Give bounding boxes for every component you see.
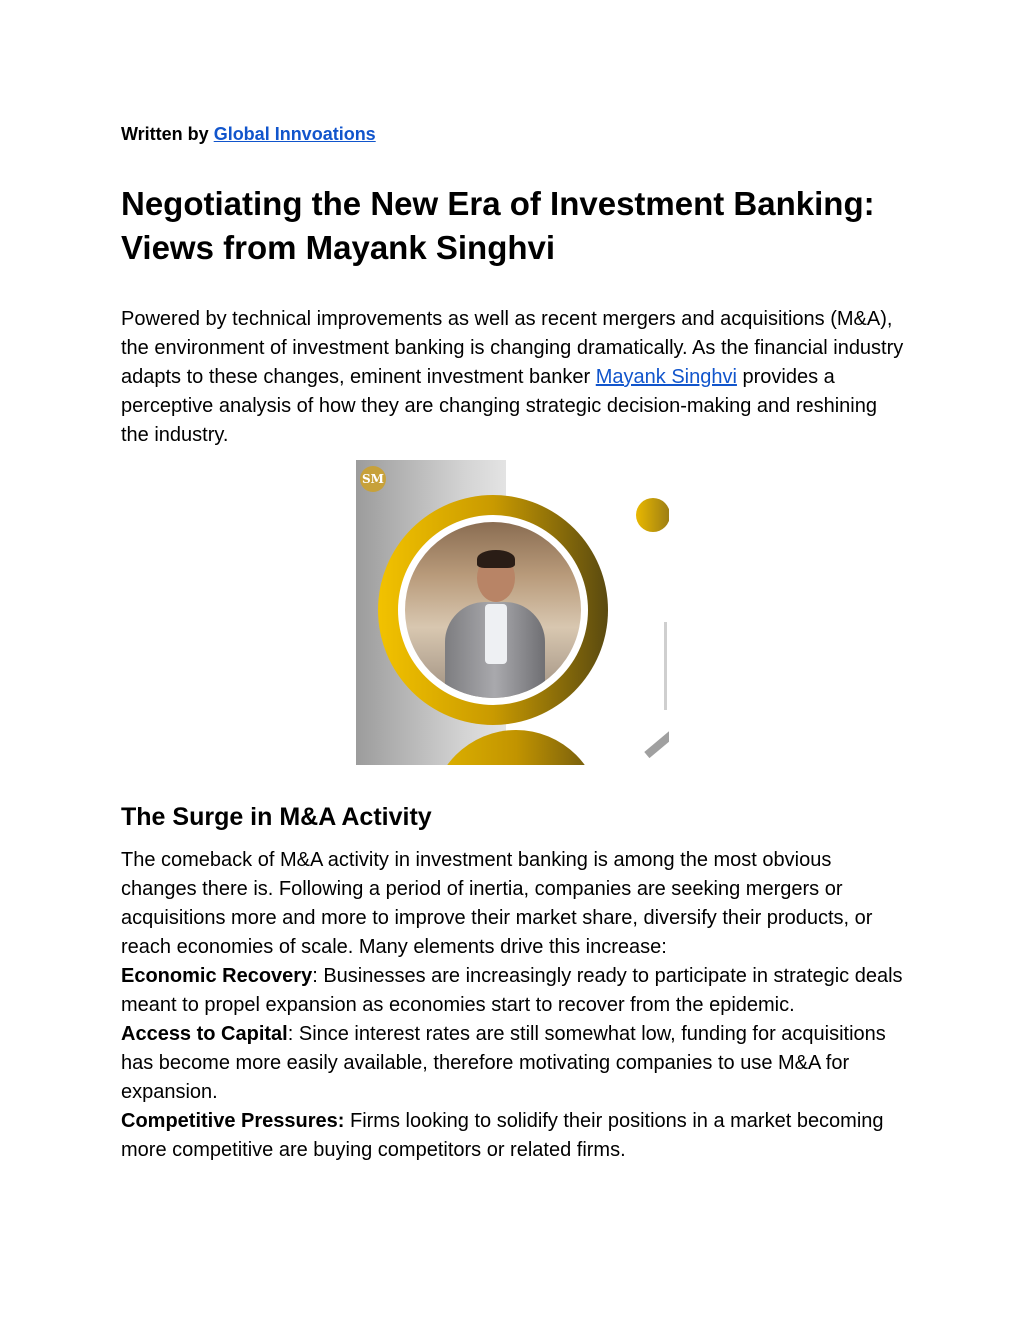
author-link[interactable]: Global Innvoations (213, 124, 376, 144)
item-text: : Businesses are increasingly ready to participate in strategic deals meant to propel expansion as economies start to recover from the epidemic. (121, 965, 903, 1016)
person-shirt (485, 604, 507, 664)
section-lead: The comeback of M&A activity in investment banking is among the most obvious changes there is. Following a period of inertia, companies are seeking mergers or acquisitions more and more to improve their market share, diversify their products, or reach economies of scale. Many elements drive this increase: (121, 849, 873, 958)
portrait-image (356, 460, 669, 765)
list-item (121, 962, 911, 1020)
intro-paragraph (121, 305, 905, 450)
gold-ring-frame (378, 495, 608, 725)
byline (121, 121, 376, 147)
ring-inner-border (398, 515, 588, 705)
monogram-logo-icon: SM (360, 466, 386, 492)
byline-prefix: Written by (121, 124, 209, 144)
section-heading: The Surge in M&A Activity (121, 803, 432, 831)
item-text: : Since interest rates are still somewhat low, funding for acquisitions has become more easily available, therefore motivating companies to use M&A for expansion. (121, 1023, 886, 1103)
person-hair (477, 550, 515, 568)
vertical-line-decoration (664, 622, 667, 710)
list-item (121, 1107, 911, 1165)
item-term: Economic Recovery (121, 965, 313, 987)
intro-text-1: Powered by technical improvements as well as recent mergers and acquisitions (M&A), the environment of investment banking is changing dramatically. As the financial industry adapts to these changes, eminent investment banker (121, 308, 904, 388)
item-text: Firms looking to solidify their positions in a market becoming more competitive are buying competitors or related firms. (121, 1110, 884, 1161)
intro-text-2: provides a perceptive analysis of how they are changing strategic decision-making and reshining the industry. (121, 366, 877, 446)
item-term: Competitive Pressures: (121, 1110, 345, 1132)
item-term: Access to Capital (121, 1023, 288, 1045)
portrait-photo (405, 522, 581, 698)
article-title: Negotiating the New Era of Investment Banking: Views from Mayank Singhvi (121, 185, 875, 266)
section-body (121, 846, 911, 1165)
mayank-singhvi-link[interactable]: Mayank Singhvi (595, 366, 737, 388)
gold-dot-decoration (636, 498, 669, 532)
list-item (121, 1020, 911, 1107)
